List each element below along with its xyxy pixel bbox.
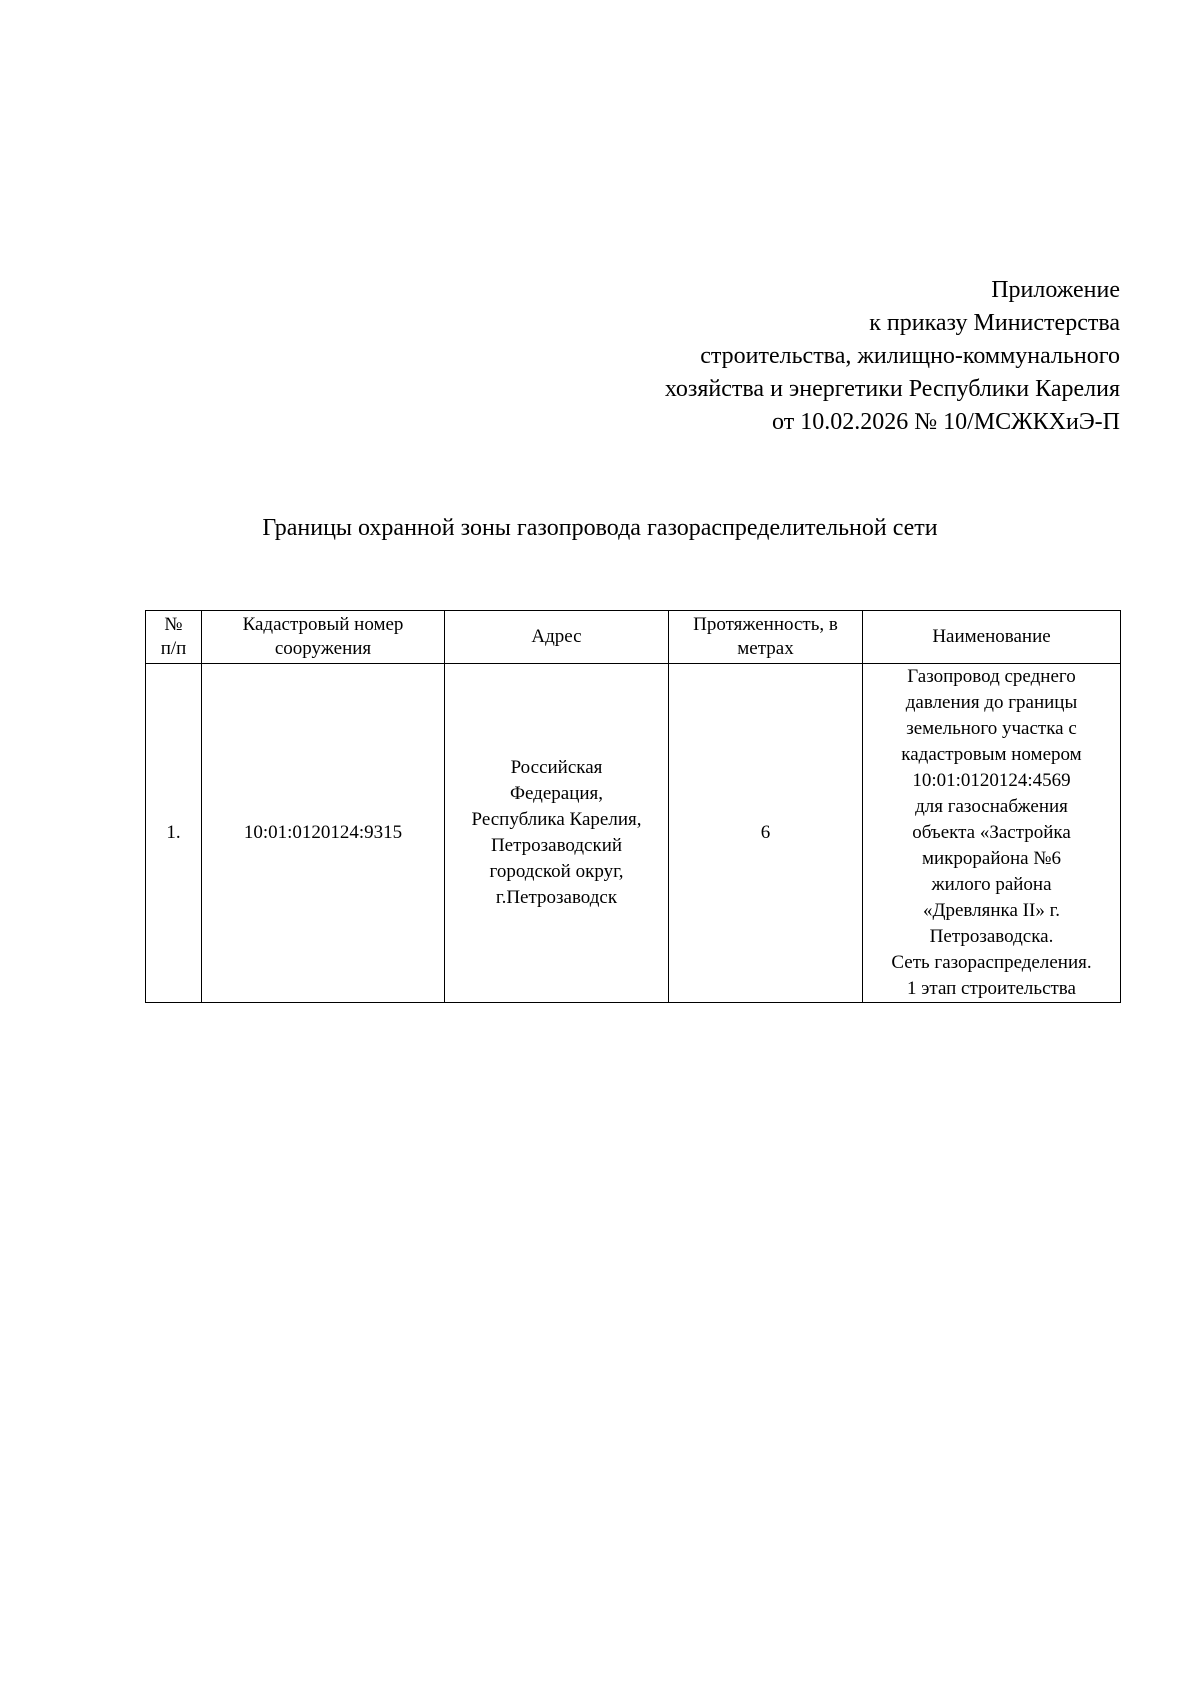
cell-number: 1.: [146, 664, 202, 1003]
appendix-line: строительства, жилищно-коммунального: [700, 343, 1120, 369]
cell-length: 6: [669, 664, 863, 1003]
cell-name: Газопровод среднего давления до границы земельного участка с кадастровым номером 10:01:0120124:4569 для газоснабжения объекта «Застройка микрорайона №6 жилого района «Древлянка II» г. Петрозаводска. Сеть газораспределения. 1 этап строительства: [863, 664, 1121, 1003]
table-row: [146, 664, 1121, 1003]
appendix-line: хозяйства и энергетики Республики Карелия: [664, 376, 1120, 402]
header-cadastral-number: Кадастровый номер сооружения: [202, 611, 445, 664]
header-number: № п/п: [146, 611, 202, 664]
table-header-row: [146, 611, 1121, 664]
boundaries-table: [145, 610, 1121, 1003]
appendix-line: к приказу Министерства: [869, 310, 1120, 336]
appendix-block: [420, 274, 1120, 439]
cell-cadastral-number: 10:01:0120124:9315: [202, 664, 445, 1003]
header-address: Адрес: [445, 611, 669, 664]
header-name: Наименование: [863, 611, 1121, 664]
cell-address: Российская Федерация, Республика Карелия, Петрозаводский городской округ, г.Петрозаводск: [445, 664, 669, 1003]
appendix-line: Приложение: [991, 277, 1120, 303]
header-length: Протяженность, в метрах: [669, 611, 863, 664]
appendix-order-reference: от 10.02.2026 № 10/МСЖКХиЭ-П: [772, 409, 1120, 435]
document-title: Границы охранной зоны газопровода газораспределительной сети: [262, 515, 938, 541]
